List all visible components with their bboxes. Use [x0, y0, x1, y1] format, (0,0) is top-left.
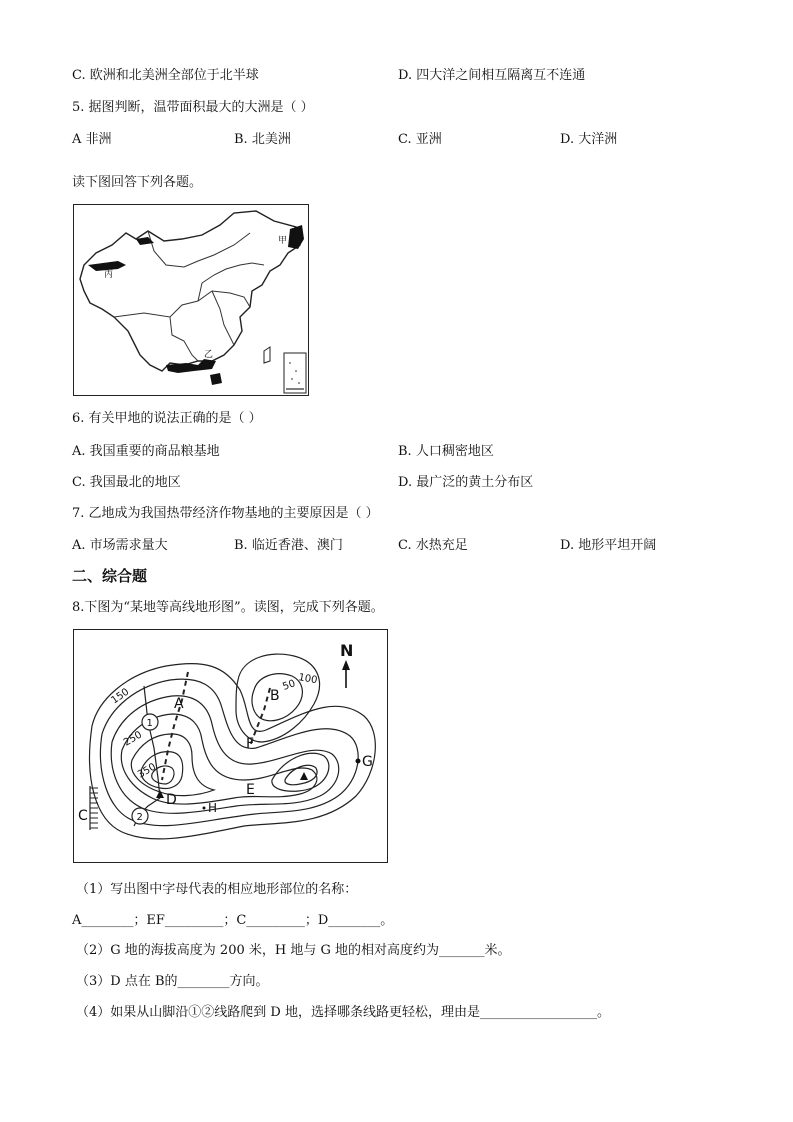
contour-250: 250	[122, 729, 145, 749]
ridge-dashed	[162, 672, 188, 780]
route-1-label: 1	[146, 718, 153, 729]
china-map-figure	[73, 204, 309, 396]
label-f: F	[246, 736, 255, 752]
label-g: G	[362, 754, 373, 770]
map1-intro: 读下图回答下列各题。	[72, 175, 203, 190]
q8-sub3[interactable]: （3）D 点在 B的________方向。	[76, 974, 269, 989]
label-d: D	[166, 792, 177, 808]
route-2-label: 2	[136, 812, 143, 823]
q6-option-c[interactable]: C. 我国最北的地区	[72, 475, 181, 490]
contour-map-figure	[73, 629, 388, 863]
label-yi: 乙	[204, 350, 214, 360]
label-b: B	[270, 688, 280, 704]
q5-stem: 5. 据图判断，温带面积最大的大洲是（ ）	[72, 100, 314, 115]
q8-sub2[interactable]: （2）G 地的海拔高度为 200 米，H 地与 G 地的相对高度约为_______米。	[76, 943, 511, 958]
label-jia: 甲	[278, 236, 288, 246]
q7-option-a[interactable]: A. 市场需求量大	[72, 538, 168, 553]
q7-option-d[interactable]: D. 地形平坦开阔	[560, 538, 657, 553]
q4-option-c[interactable]: C. 欧洲和北美洲全部位于北半球	[72, 68, 259, 83]
q5-option-d[interactable]: D. 大洋洲	[560, 132, 618, 147]
q6-option-d[interactable]: D. 最广泛的黄土分布区	[398, 475, 534, 490]
label-bing: 丙	[104, 270, 114, 280]
contour-50: 50	[281, 678, 297, 693]
q5-option-c[interactable]: C. 亚洲	[398, 132, 442, 147]
q8-sub1-blanks[interactable]: A________；EF_________；C_________；D________。	[72, 913, 394, 928]
region-jia	[288, 225, 304, 249]
q6-option-b[interactable]: B. 人口稠密地区	[398, 444, 494, 459]
label-c: C	[78, 808, 88, 824]
q5-option-a[interactable]: A 非洲	[72, 132, 112, 147]
contour-350: 350	[136, 761, 159, 781]
contour-150: 150	[109, 686, 132, 707]
region-yi	[166, 359, 216, 373]
china-outline	[80, 211, 300, 371]
north-label: N	[340, 641, 354, 660]
q7-option-b[interactable]: B. 临近香港、澳门	[234, 538, 343, 553]
label-h: H	[208, 801, 218, 815]
q8-sub4[interactable]: （4）如果从山脚沿①②线路爬到 D 地，选择哪条线路更轻松，理由是__________________。	[76, 1005, 610, 1020]
q8-stem: 8.下图为“某地等高线地形图”。读图，完成下列各题。	[72, 600, 384, 615]
q7-option-c[interactable]: C. 水热充足	[398, 538, 468, 553]
q5-option-b[interactable]: B. 北美洲	[234, 132, 291, 147]
section-title: 二、综合题	[72, 567, 148, 585]
label-a: A	[174, 696, 184, 712]
q4-option-d[interactable]: D. 四大洋之间相互隔离互不连通	[398, 68, 586, 83]
q6-option-a[interactable]: A. 我国重要的商品粮基地	[72, 444, 220, 459]
q7-stem: 7. 乙地成为我国热带经济作物基地的主要原因是（ ）	[72, 506, 379, 521]
q6-stem: 6. 有关甲地的说法正确的是（ ）	[72, 411, 262, 426]
contour-100: 100	[297, 672, 319, 687]
q8-sub1: （1）写出图中字母代表的相应地形部位的名称：	[76, 882, 358, 897]
label-e: E	[246, 782, 255, 798]
